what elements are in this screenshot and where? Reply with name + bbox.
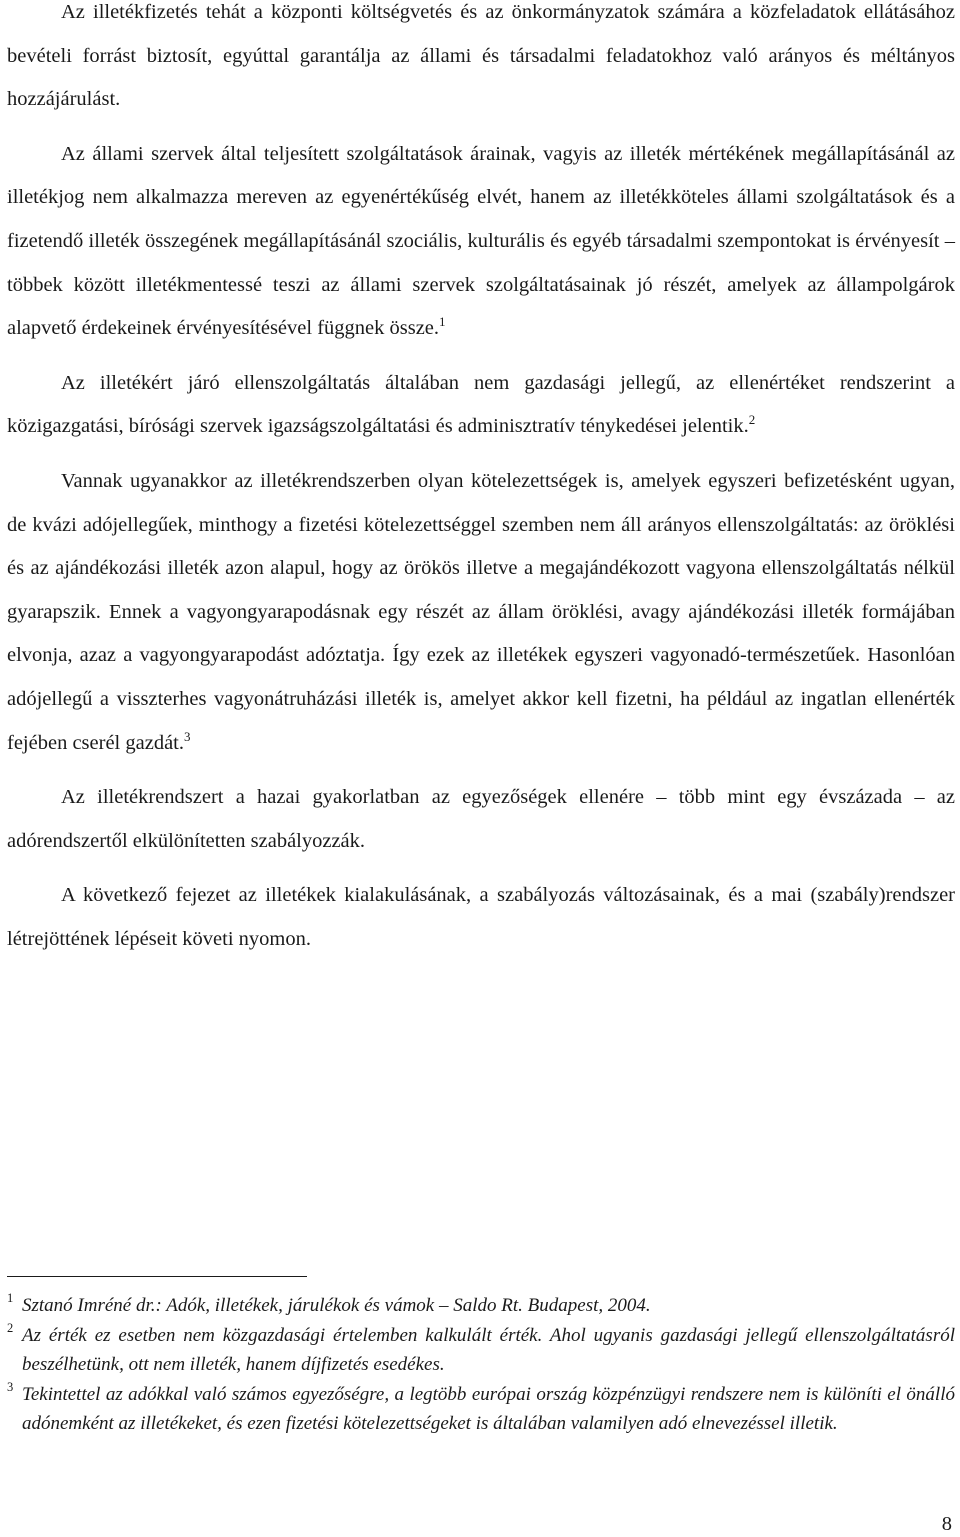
footnote-reference[interactable]: 2	[748, 412, 756, 428]
footnote-reference[interactable]: 1	[439, 314, 446, 330]
footnotes	[7, 1291, 955, 1439]
paragraph-text: Az illetékfizetés tehát a központi költségvetés és az önkormányzatok számára a közfeladatok ellátásához bevételi forrást biztosít, egyúttal garantálja az állami és társadalmi feladatokhoz való arányos és méltányos hozzájárulást.	[7, 1, 955, 111]
footnote-number: 2	[7, 1320, 14, 1335]
footnote	[7, 1291, 955, 1321]
body-text	[7, 0, 955, 961]
footnote	[7, 1380, 955, 1439]
paragraph-text: Az illetékrendszert a hazai gyakorlatban az egyezőségek ellenére – több mint egy évszázada – az adórendszertől elkülönítetten szabályozzák.	[7, 786, 955, 852]
page-number: 8	[941, 1513, 952, 1535]
footnote-separator	[7, 1276, 307, 1277]
footnote-reference[interactable]: 3	[183, 728, 191, 744]
paragraph-text: Vannak ugyanakkor az illetékrendszerben olyan kötelezettségek is, amelyek egyszeri befizetésként ugyan, de kvázi adójellegűek, minthogy a fizetési kötelezettséggel szemben nem áll arányos ellenszolgáltatás: az öröklési és az ajándékozási illeték azon alapul, hogy az örökös illetve a megajándékozott vagyona ellenszolgáltatás nélkül gyarapszik. Ennek a vagyongyarapodásnak egy részét az állam öröklési, avagy ajándékozási illeték formájában elvonja, azaz a vagyongyarapodást adóztatja. Így ezek az illetékek egyszeri vagyonadó-természetűek. Hasonlóan adójellegű a visszterhes vagyonátruházási illeték is, amelyet akkor kell fizetni, ha például az ingatlan ellenérték fejében cserél gazdát.	[7, 469, 955, 754]
paragraph-text: Az állami szervek által teljesített szolgáltatások árainak, vagyis az illeték mértékének megállapításánál az illetékjog nem alkalmazza mereven az egyenértékűség elvét, hanem az illetékköteles állami szolgáltatások és a fizetendő illeték összegének megállapításánál szociális, kulturális és egyéb társadalmi szempontokat is érvényesít – többek között illetékmentessé teszi az állami szervek szolgáltatásainak jó részét, amelyek az állampolgárok alapvető érdekeinek érvényesítésével függnek össze.	[7, 142, 955, 340]
footnote-text: Sztanó Imréné dr.: Adók, illetékek, járulékok és vámok – Saldo Rt. Budapest, 2004.	[22, 1295, 651, 1316]
paragraph-text: Az illetékért járó ellenszolgáltatás általában nem gazdasági jellegű, az ellenértéket rendszerint a közigazgatási, bírósági szervek igazságszolgáltatási és adminisztratív ténykedései jelentik.	[7, 371, 955, 438]
paragraph	[7, 0, 955, 122]
paragraph	[7, 133, 955, 351]
paragraph	[7, 362, 955, 449]
paragraph-text: A következő fejezet az illetékek kialakulásának, a szabályozás változásainak, és a mai (szabály)rendszer létrejöttének lépéseit követi nyomon.	[7, 884, 955, 950]
footnote-text: Az érték ez esetben nem közgazdasági értelemben kalkulált érték. Ahol ugyanis gazdasági jellegű ellenszolgáltatásról beszélhetünk, ott nem illeték, hanem díjfizetés esedékes.	[22, 1324, 955, 1375]
paragraph	[7, 874, 955, 961]
paragraph	[7, 460, 955, 765]
footnote-number: 1	[7, 1291, 14, 1305]
footnote-number: 3	[7, 1379, 14, 1394]
paragraph	[7, 776, 955, 863]
footnote-text: Tekintettel az adókkal való számos egyezőségre, a legtöbb európai ország közpénzügyi rendszere nem is különíti el önálló adónemként az illetékeket, és ezen fizetési kötelezettségeket is általában valamilyen adó elnevezéssel illetik.	[22, 1383, 955, 1434]
footnote	[7, 1321, 955, 1380]
